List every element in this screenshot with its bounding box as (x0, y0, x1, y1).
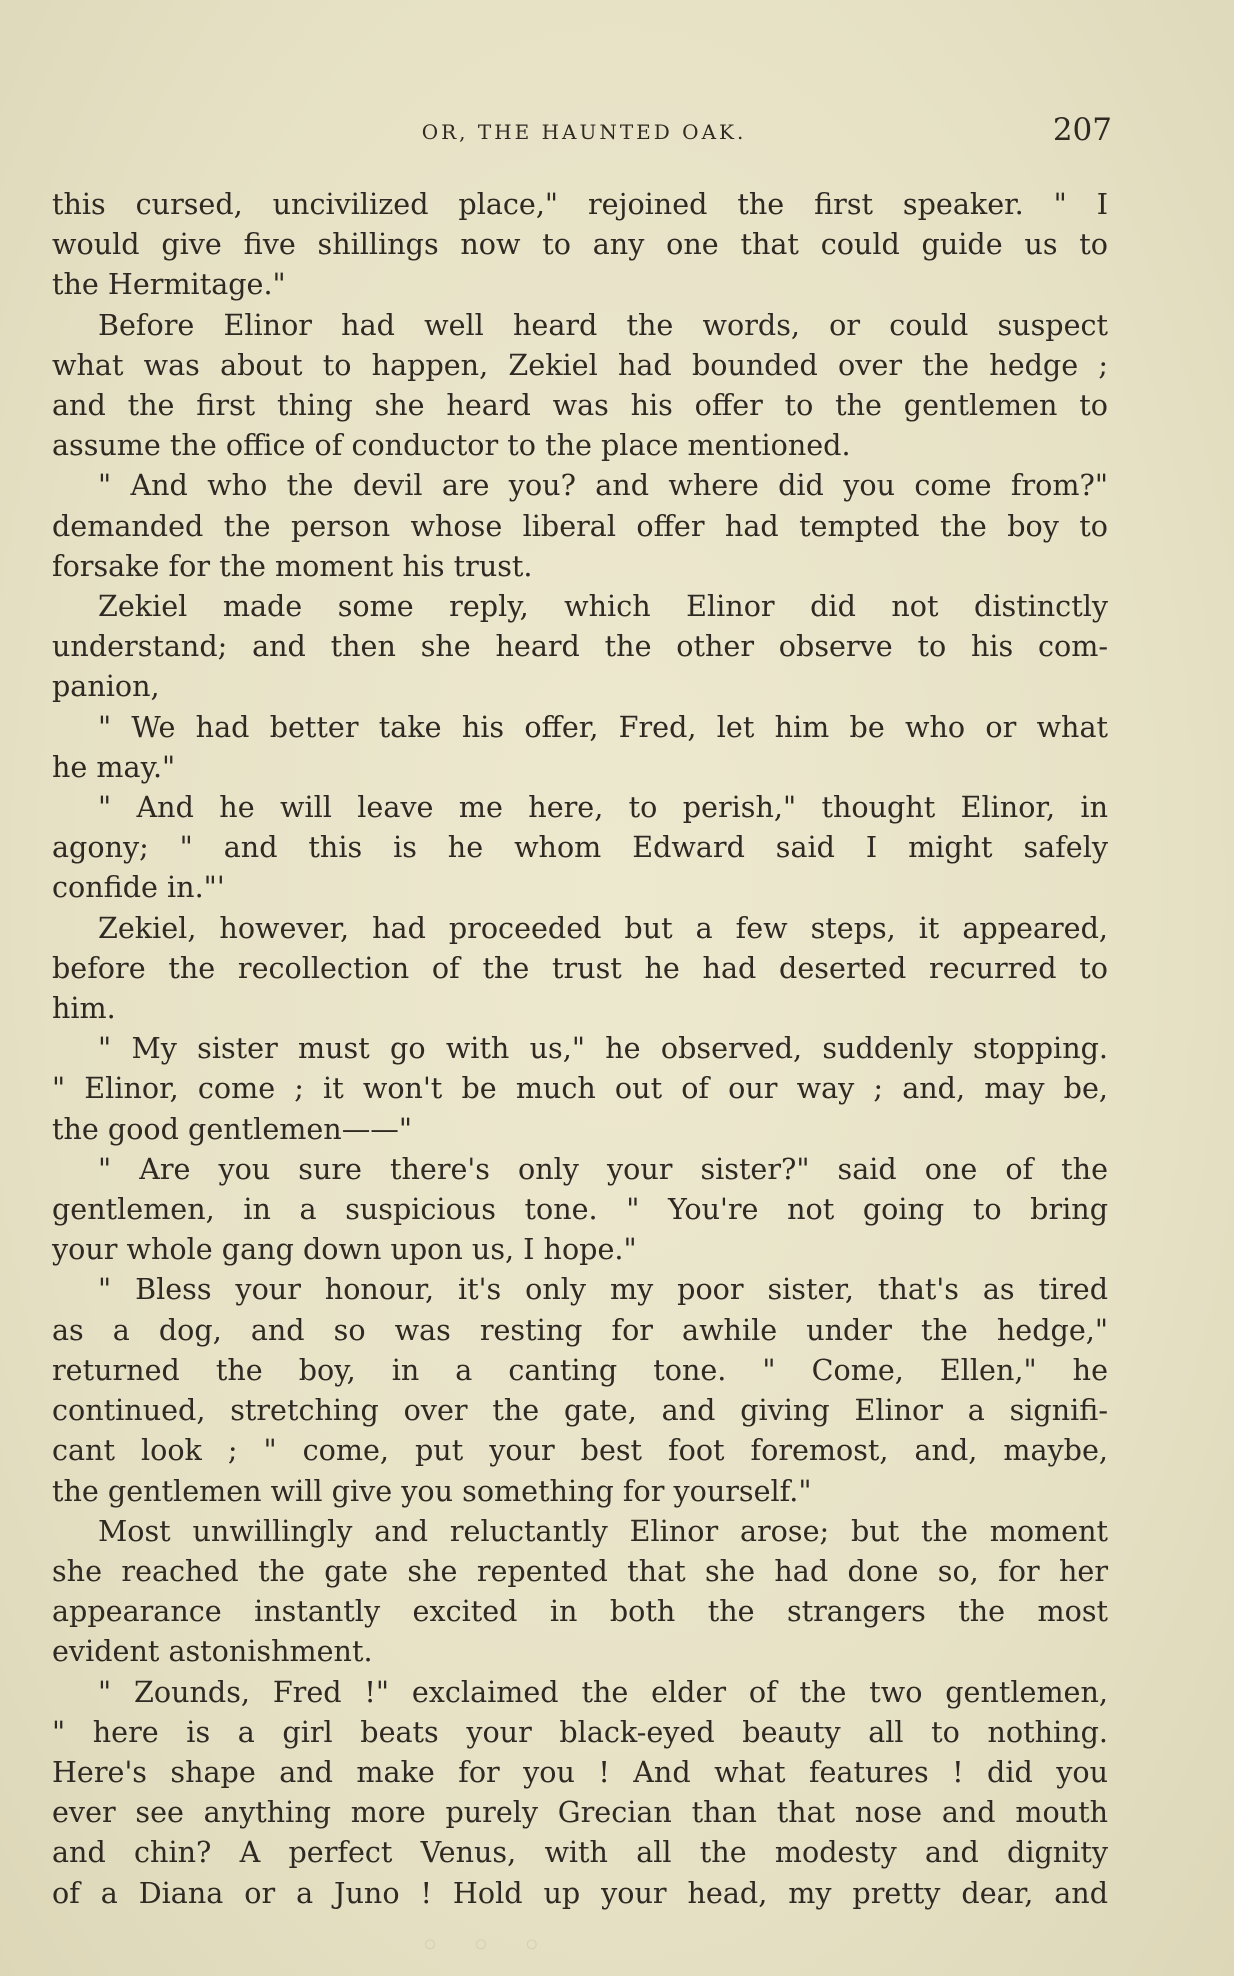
text-line: evident astonishment. (52, 1634, 373, 1669)
text-line: this cursed, uncivilized place," rejoined the first speaker. " I (52, 187, 1108, 221)
text-line: " And who the devil are you? and where did you come from?" (98, 468, 1108, 503)
text-line: he may." (52, 749, 176, 784)
text-line: cant look ; " come, put your best foot foremost, and, maybe, (52, 1433, 1108, 1468)
text-line: returned the boy, in a canting tone. " Come, Ellen," he (52, 1352, 1108, 1387)
text-line: ever see anything more purely Grecian than that nose and mouth (52, 1795, 1108, 1830)
text-line: and the first thing she heard was his offer to the gentlemen to (52, 388, 1108, 423)
text-line: your whole gang down upon us, I hope." (52, 1232, 637, 1267)
text-line: Most unwillingly and reluctantly Elinor arose; but the moment (98, 1513, 1108, 1548)
text-line: " Are you sure there's only your sister?" said one of the (98, 1151, 1108, 1186)
text-line: Zekiel made some reply, which Elinor did not distinctly (98, 589, 1108, 624)
text-line: " And he will leave me here, to perish," thought Elinor, in (98, 790, 1108, 825)
text-line: " We had better take his offer, Fred, let him be who or what (98, 709, 1108, 744)
text-line: agony; " and this is he whom Edward said I might safely (52, 830, 1108, 865)
faint-stamp-mark: ◦ ◦ ◦ (420, 1926, 552, 1966)
text-line: what was about to happen, Zekiel had bounded over the hedge ; (52, 347, 1108, 382)
text-line: the good gentlemen——" (52, 1111, 413, 1146)
text-line: the Hermitage." (52, 267, 286, 302)
text-line: confide in."' (52, 870, 225, 905)
page-header (56, 112, 1112, 152)
text-line: gentlemen, in a suspicious tone. " You're not going to bring (52, 1192, 1108, 1227)
text-line: forsake for the moment his trust. (52, 548, 533, 583)
text-line: before the recollection of the trust he had deserted recurred to (52, 950, 1108, 985)
text-line: Here's shape and make for you ! And what features ! did you (52, 1754, 1108, 1789)
running-head: OR, THE HAUNTED OAK. (421, 120, 747, 144)
text-line: as a dog, and so was resting for awhile under the hedge," (52, 1312, 1108, 1347)
text-line: assume the office of conductor to the place mentioned. (52, 428, 851, 463)
text-line: the gentlemen will give you something for yourself." (52, 1473, 812, 1508)
text-line: of a Diana or a Juno ! Hold up your head, my pretty dear, and (52, 1875, 1108, 1910)
text-line: she reached the gate she repented that she had done so, for her (52, 1553, 1108, 1588)
body-text (52, 184, 1108, 1913)
text-line: " here is a girl beats your black-eyed beauty all to nothing. (52, 1714, 1108, 1749)
text-line: would give five shillings now to any one that could guide us to (52, 227, 1108, 262)
text-line: " Elinor, come ; it won't be much out of our way ; and, may be, (52, 1071, 1108, 1106)
text-line: " Zounds, Fred !" exclaimed the elder of the two gentlemen, (98, 1674, 1108, 1709)
text-line: appearance instantly excited in both the strangers the most (52, 1594, 1108, 1629)
page-number: 207 (1052, 112, 1112, 148)
text-line: him. (52, 991, 116, 1026)
text-line: " My sister must go with us," he observed, suddenly stopping. (98, 1031, 1108, 1066)
text-line: demanded the person whose liberal offer had tempted the boy to (52, 508, 1108, 543)
text-line: and chin? A perfect Venus, with all the modesty and dignity (52, 1835, 1108, 1870)
text-line: panion, (52, 669, 160, 704)
text-line: Zekiel, however, had proceeded but a few steps, it appeared, (98, 910, 1108, 945)
text-line: understand; and then she heard the other observe to his com- (52, 629, 1108, 664)
text-line: Before Elinor had well heard the words, or could suspect (98, 307, 1108, 342)
text-line: continued, stretching over the gate, and giving Elinor a signifi- (52, 1393, 1108, 1428)
text-line: " Bless your honour, it's only my poor sister, that's as tired (98, 1272, 1108, 1307)
